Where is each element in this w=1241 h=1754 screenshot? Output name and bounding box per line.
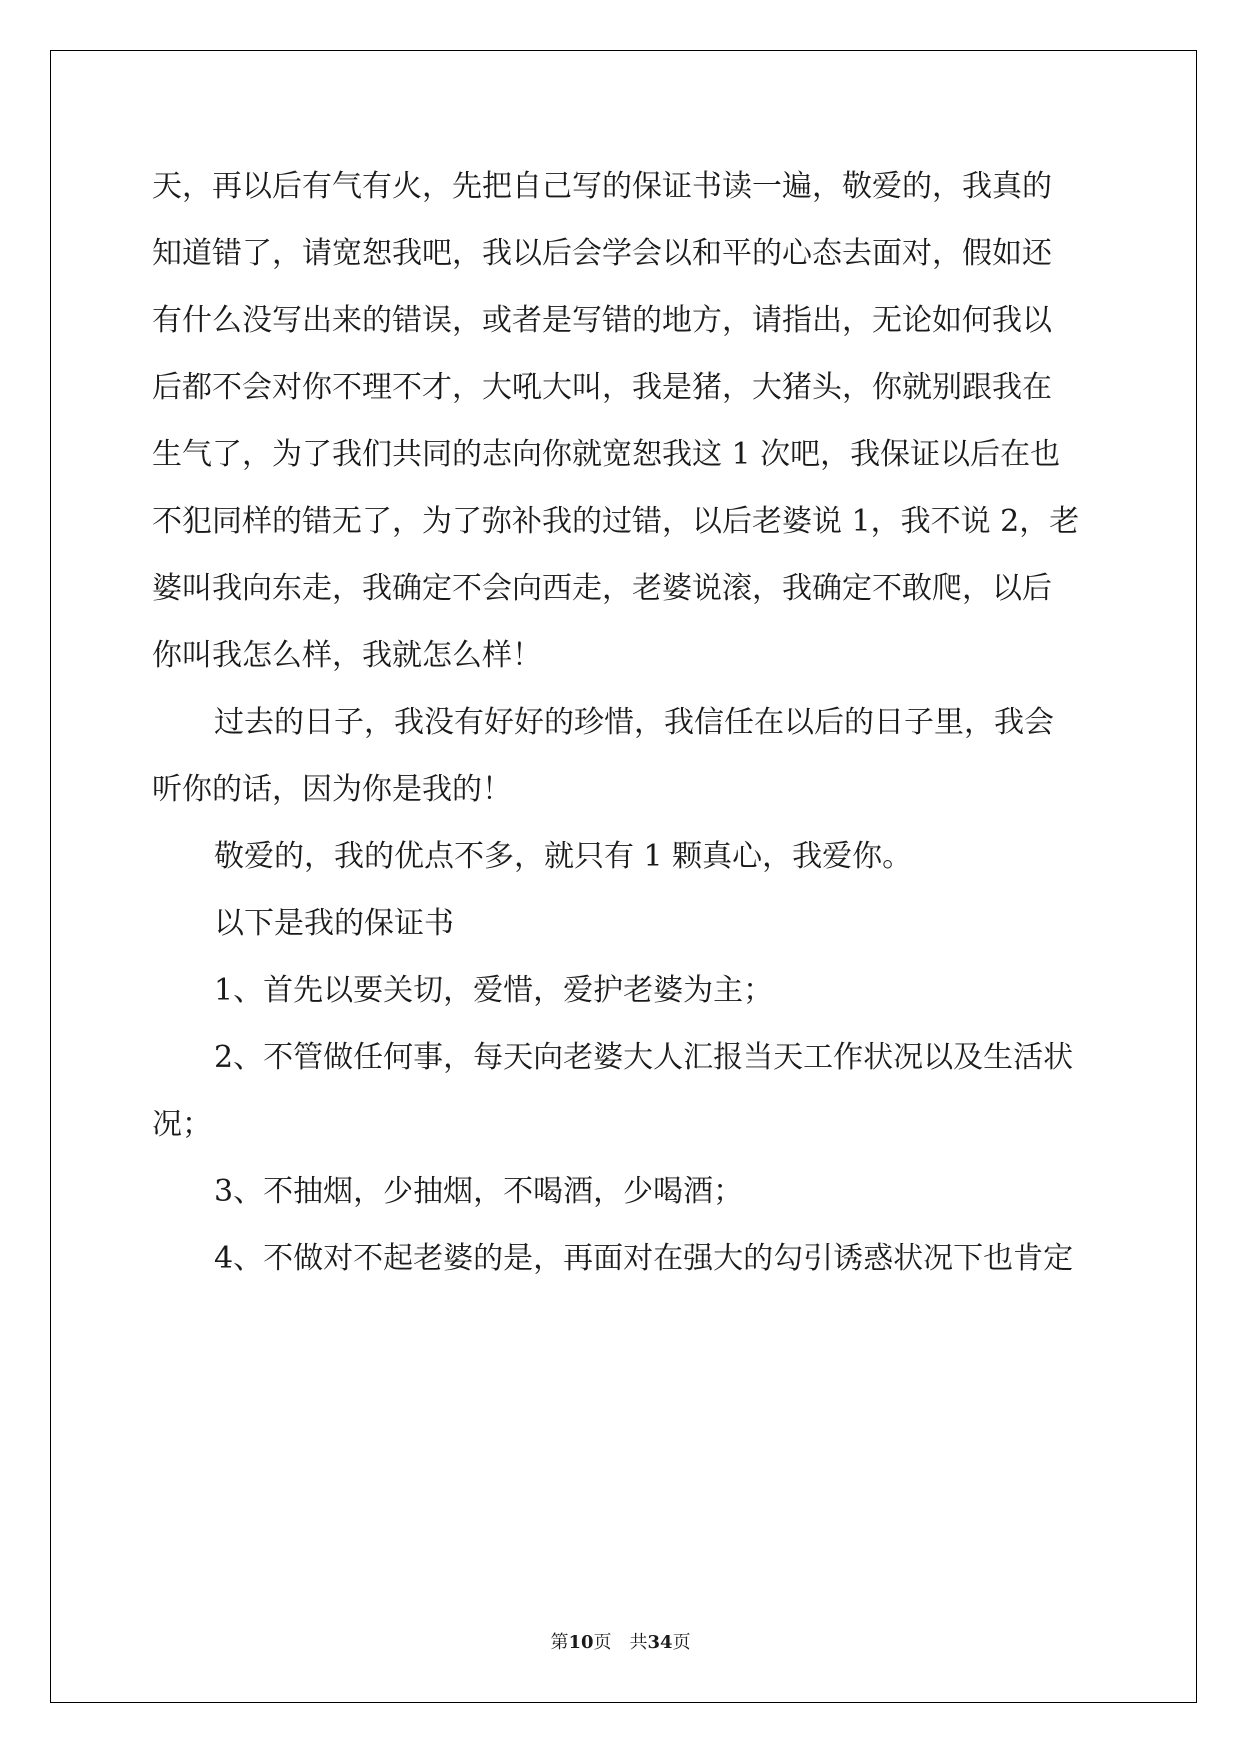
body-line: 你叫我怎么样，我就怎么样！ (152, 638, 542, 673)
list-item: 2、不管做任何事，每天向老婆大人汇报当天工作状况以及生活状 (214, 1040, 1074, 1075)
list-item: 1、首先以要关切，爱惜，爱护老婆为主； (214, 973, 774, 1008)
body-line: 生气了，为了我们共同的志向你就宽恕我这 1 次吧，我保证以后在也 (152, 437, 1061, 472)
list-item-continuation: 况； (152, 1107, 212, 1142)
current-page-number: 10 (568, 1632, 594, 1653)
body-line: 后都不会对你不理不才，大吼大叫，我是猪，大猪头，你就别跟我在 (152, 370, 1052, 405)
body-line: 听你的话，因为你是我的！ (152, 772, 512, 807)
footer-mid: 页 共 (593, 1632, 648, 1653)
paragraph-start-line: 敬爱的，我的优点不多，就只有 1 颗真心，我爱你。 (214, 839, 913, 874)
footer-suffix: 页 (672, 1632, 691, 1653)
total-page-count: 34 (647, 1632, 673, 1653)
paragraph-start-line: 过去的日子，我没有好好的珍惜，我信任在以后的日子里，我会 (214, 705, 1054, 740)
body-line: 知道错了，请宽恕我吧，我以后会学会以和平的心态去面对，假如还 (152, 236, 1052, 271)
body-line: 有什么没写出来的错误，或者是写错的地方，请指出，无论如何我以 (152, 303, 1052, 338)
body-line: 天，再以后有气有火，先把自己写的保证书读一遍，敬爱的，我真的 (152, 169, 1052, 204)
list-item: 4、不做对不起老婆的是，再面对在强大的勾引诱惑状况下也肯定 (214, 1241, 1074, 1276)
footer-prefix: 第 (550, 1632, 569, 1653)
body-line: 不犯同样的错无了，为了弥补我的过错，以后老婆说 1，我不说 2，老 (152, 504, 1080, 539)
page-footer (0, 1628, 1241, 1654)
section-heading: 以下是我的保证书 (214, 906, 454, 941)
list-item: 3、不抽烟，少抽烟，不喝酒，少喝酒； (214, 1174, 744, 1209)
body-line: 婆叫我向东走，我确定不会向西走，老婆说滚，我确定不敢爬，以后 (152, 571, 1052, 606)
